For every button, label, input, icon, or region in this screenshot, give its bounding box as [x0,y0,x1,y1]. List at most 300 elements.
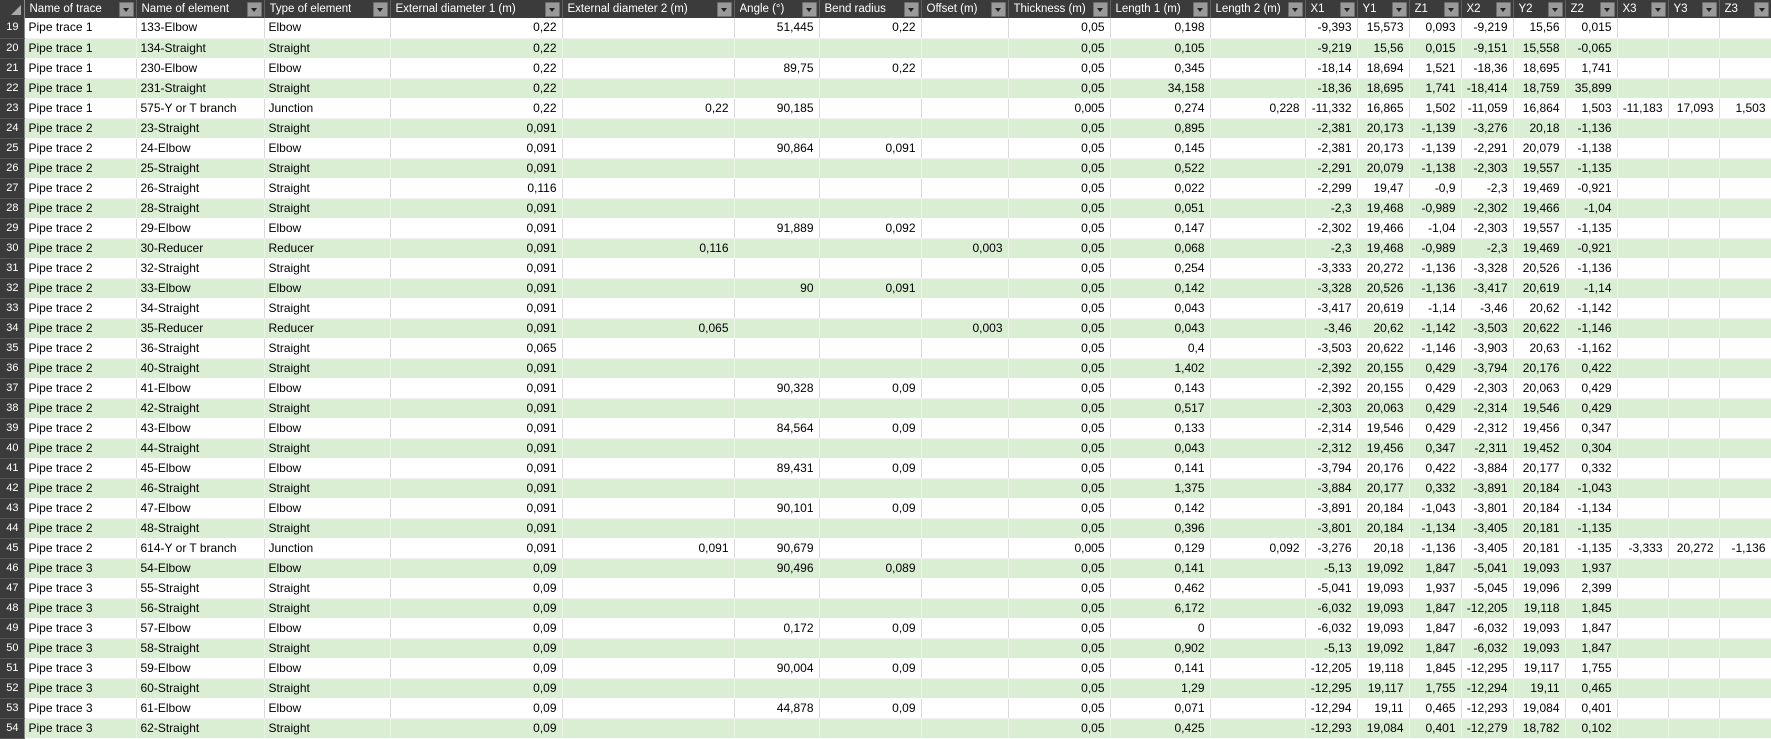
filter-dropdown-icon[interactable] [1651,2,1666,17]
cell-y3[interactable] [1668,198,1719,218]
cell-z3[interactable] [1719,498,1771,518]
cell-length-1-m[interactable]: 6,172 [1110,598,1210,618]
cell-angle[interactable] [734,718,819,738]
cell-z2[interactable]: -1,136 [1565,118,1617,138]
cell-offset-m[interactable] [921,658,1008,678]
cell-z3[interactable] [1719,598,1771,618]
row-number[interactable]: 21 [0,58,24,78]
cell-y2[interactable]: 20,063 [1513,378,1565,398]
cell-z1[interactable]: 0,429 [1409,358,1461,378]
cell-offset-m[interactable] [921,558,1008,578]
cell-x2[interactable]: -18,36 [1461,58,1513,78]
cell-length-2-m[interactable] [1210,698,1305,718]
cell-y3[interactable] [1668,718,1719,738]
cell-y1[interactable]: 18,694 [1357,58,1409,78]
cell-type-of-element[interactable]: Straight [264,678,390,698]
cell-length-2-m[interactable] [1210,498,1305,518]
cell-y1[interactable]: 19,093 [1357,598,1409,618]
filter-dropdown-icon[interactable] [1340,2,1355,17]
cell-external-diameter-2-m[interactable] [562,358,734,378]
cell-x1[interactable]: -5,13 [1305,638,1357,658]
cell-bend-radius[interactable] [819,98,921,118]
cell-y2[interactable]: 20,619 [1513,278,1565,298]
cell-name-of-element[interactable]: 134-Straight [136,38,264,58]
cell-x2[interactable]: -3,328 [1461,258,1513,278]
cell-z1[interactable]: 1,502 [1409,98,1461,118]
cell-thickness-m[interactable]: 0,05 [1008,178,1110,198]
cell-angle[interactable] [734,518,819,538]
cell-bend-radius[interactable] [819,518,921,538]
cell-thickness-m[interactable]: 0,05 [1008,18,1110,38]
cell-z3[interactable] [1719,378,1771,398]
cell-y1[interactable]: 20,155 [1357,358,1409,378]
cell-y1[interactable]: 19,084 [1357,718,1409,738]
cell-length-2-m[interactable] [1210,478,1305,498]
cell-y3[interactable] [1668,278,1719,298]
cell-z1[interactable]: -1,134 [1409,518,1461,538]
cell-x3[interactable] [1617,598,1668,618]
cell-length-1-m[interactable]: 0,133 [1110,418,1210,438]
cell-thickness-m[interactable]: 0,05 [1008,158,1110,178]
cell-z3[interactable] [1719,318,1771,338]
cell-x1[interactable]: -2,291 [1305,158,1357,178]
cell-length-1-m[interactable]: 0,425 [1110,718,1210,738]
cell-type-of-element[interactable]: Elbow [264,658,390,678]
cell-x1[interactable]: -2,303 [1305,398,1357,418]
cell-offset-m[interactable] [921,618,1008,638]
cell-type-of-element[interactable]: Straight [264,298,390,318]
cell-y1[interactable]: 20,173 [1357,138,1409,158]
cell-y2[interactable]: 19,096 [1513,578,1565,598]
row-number[interactable]: 39 [0,418,24,438]
cell-type-of-element[interactable]: Straight [264,338,390,358]
cell-y1[interactable]: 20,155 [1357,378,1409,398]
cell-name-of-element[interactable]: 43-Elbow [136,418,264,438]
cell-length-1-m[interactable]: 0,198 [1110,18,1210,38]
cell-offset-m[interactable] [921,198,1008,218]
cell-external-diameter-1-m[interactable]: 0,116 [390,178,562,198]
cell-type-of-element[interactable]: Straight [264,158,390,178]
cell-bend-radius[interactable] [819,358,921,378]
row-number[interactable]: 26 [0,158,24,178]
cell-y3[interactable] [1668,438,1719,458]
cell-bend-radius[interactable]: 0,09 [819,658,921,678]
cell-name-of-element[interactable]: 30-Reducer [136,238,264,258]
row-number[interactable]: 46 [0,558,24,578]
cell-name-of-element[interactable]: 29-Elbow [136,218,264,238]
cell-z3[interactable] [1719,438,1771,458]
row-number[interactable]: 54 [0,718,24,738]
cell-type-of-element[interactable]: Junction [264,538,390,558]
cell-x3[interactable] [1617,578,1668,598]
cell-external-diameter-2-m[interactable] [562,718,734,738]
cell-y3[interactable] [1668,478,1719,498]
cell-length-1-m[interactable]: 0,902 [1110,638,1210,658]
cell-z2[interactable]: 1,847 [1565,638,1617,658]
row-number[interactable]: 30 [0,238,24,258]
cell-x3[interactable] [1617,118,1668,138]
cell-angle[interactable] [734,38,819,58]
cell-name-of-trace[interactable]: Pipe trace 2 [24,178,136,198]
cell-name-of-trace[interactable]: Pipe trace 2 [24,118,136,138]
cell-x1[interactable]: -2,302 [1305,218,1357,238]
cell-y2[interactable]: 20,176 [1513,358,1565,378]
cell-y2[interactable]: 20,177 [1513,458,1565,478]
cell-length-2-m[interactable] [1210,458,1305,478]
cell-offset-m[interactable] [921,38,1008,58]
cell-length-1-m[interactable]: 0,141 [1110,558,1210,578]
cell-x1[interactable]: -3,884 [1305,478,1357,498]
cell-y2[interactable]: 16,864 [1513,98,1565,118]
row-number[interactable]: 50 [0,638,24,658]
cell-name-of-trace[interactable]: Pipe trace 2 [24,418,136,438]
cell-thickness-m[interactable]: 0,05 [1008,438,1110,458]
cell-z3[interactable] [1719,698,1771,718]
cell-offset-m[interactable] [921,98,1008,118]
cell-z2[interactable]: -1,135 [1565,518,1617,538]
cell-angle[interactable] [734,338,819,358]
cell-z1[interactable]: 1,847 [1409,638,1461,658]
cell-thickness-m[interactable]: 0,05 [1008,518,1110,538]
cell-bend-radius[interactable] [819,318,921,338]
cell-z3[interactable] [1719,58,1771,78]
cell-angle[interactable]: 90,496 [734,558,819,578]
filter-dropdown-icon[interactable] [1754,2,1769,17]
cell-offset-m[interactable] [921,278,1008,298]
cell-external-diameter-1-m[interactable]: 0,091 [390,258,562,278]
cell-length-1-m[interactable]: 0,043 [1110,298,1210,318]
cell-length-1-m[interactable]: 0,071 [1110,698,1210,718]
cell-external-diameter-1-m[interactable]: 0,09 [390,638,562,658]
cell-z3[interactable] [1719,18,1771,38]
cell-bend-radius[interactable] [819,718,921,738]
cell-thickness-m[interactable]: 0,05 [1008,38,1110,58]
cell-z1[interactable]: 0,347 [1409,438,1461,458]
cell-x1[interactable]: -18,14 [1305,58,1357,78]
cell-length-1-m[interactable]: 0,147 [1110,218,1210,238]
cell-x1[interactable]: -3,891 [1305,498,1357,518]
cell-x1[interactable]: -3,503 [1305,338,1357,358]
cell-x3[interactable] [1617,418,1668,438]
cell-external-diameter-1-m[interactable]: 0,091 [390,318,562,338]
cell-type-of-element[interactable]: Straight [264,118,390,138]
cell-length-2-m[interactable] [1210,718,1305,738]
cell-y3[interactable] [1668,578,1719,598]
cell-length-2-m[interactable] [1210,58,1305,78]
cell-external-diameter-1-m[interactable]: 0,091 [390,138,562,158]
cell-y3[interactable] [1668,338,1719,358]
cell-name-of-element[interactable]: 59-Elbow [136,658,264,678]
cell-y2[interactable]: 19,11 [1513,678,1565,698]
cell-bend-radius[interactable]: 0,09 [819,458,921,478]
cell-z2[interactable]: 0,429 [1565,398,1617,418]
cell-z2[interactable]: 0,422 [1565,358,1617,378]
cell-z2[interactable]: 0,401 [1565,698,1617,718]
cell-name-of-element[interactable]: 40-Straight [136,358,264,378]
cell-z2[interactable]: 1,845 [1565,598,1617,618]
cell-length-1-m[interactable]: 0,043 [1110,438,1210,458]
cell-z1[interactable]: 0,429 [1409,418,1461,438]
cell-length-1-m[interactable]: 1,375 [1110,478,1210,498]
cell-name-of-element[interactable]: 24-Elbow [136,138,264,158]
cell-z3[interactable]: -1,136 [1719,538,1771,558]
cell-z2[interactable]: 1,847 [1565,618,1617,638]
cell-y1[interactable]: 19,546 [1357,418,1409,438]
cell-length-1-m[interactable]: 0,274 [1110,98,1210,118]
cell-type-of-element[interactable]: Straight [264,478,390,498]
cell-x1[interactable]: -2,392 [1305,358,1357,378]
cell-length-1-m[interactable]: 0 [1110,618,1210,638]
cell-name-of-trace[interactable]: Pipe trace 2 [24,358,136,378]
cell-external-diameter-1-m[interactable]: 0,091 [390,538,562,558]
row-number[interactable]: 40 [0,438,24,458]
cell-type-of-element[interactable]: Elbow [264,218,390,238]
cell-length-2-m[interactable] [1210,18,1305,38]
cell-thickness-m[interactable]: 0,05 [1008,598,1110,618]
cell-x3[interactable] [1617,458,1668,478]
cell-offset-m[interactable]: 0,003 [921,318,1008,338]
cell-length-1-m[interactable]: 0,068 [1110,238,1210,258]
row-number[interactable]: 23 [0,98,24,118]
cell-bend-radius[interactable]: 0,091 [819,278,921,298]
column-header-length-1-m[interactable] [1110,0,1210,18]
cell-offset-m[interactable] [921,518,1008,538]
cell-x2[interactable]: -5,041 [1461,558,1513,578]
cell-y1[interactable]: 20,526 [1357,278,1409,298]
cell-angle[interactable] [734,678,819,698]
cell-z3[interactable] [1719,678,1771,698]
cell-length-2-m[interactable] [1210,278,1305,298]
cell-length-2-m[interactable] [1210,398,1305,418]
cell-y1[interactable]: 19,456 [1357,438,1409,458]
row-number[interactable]: 49 [0,618,24,638]
cell-bend-radius[interactable] [819,158,921,178]
cell-name-of-element[interactable]: 48-Straight [136,518,264,538]
cell-y1[interactable]: 20,622 [1357,338,1409,358]
cell-length-1-m[interactable]: 0,022 [1110,178,1210,198]
cell-x1[interactable]: -3,46 [1305,318,1357,338]
cell-z1[interactable]: -1,14 [1409,298,1461,318]
cell-x1[interactable]: -12,205 [1305,658,1357,678]
cell-external-diameter-1-m[interactable]: 0,091 [390,458,562,478]
cell-name-of-trace[interactable]: Pipe trace 3 [24,598,136,618]
cell-name-of-element[interactable]: 28-Straight [136,198,264,218]
cell-thickness-m[interactable]: 0,05 [1008,378,1110,398]
cell-length-1-m[interactable]: 0,4 [1110,338,1210,358]
cell-y2[interactable]: 20,63 [1513,338,1565,358]
cell-x1[interactable]: -2,299 [1305,178,1357,198]
row-number[interactable]: 38 [0,398,24,418]
cell-name-of-element[interactable]: 25-Straight [136,158,264,178]
cell-y1[interactable]: 16,865 [1357,98,1409,118]
cell-y3[interactable] [1668,598,1719,618]
cell-z3[interactable] [1719,118,1771,138]
cell-external-diameter-2-m[interactable] [562,298,734,318]
cell-name-of-trace[interactable]: Pipe trace 3 [24,638,136,658]
cell-z2[interactable]: -1,135 [1565,158,1617,178]
cell-name-of-trace[interactable]: Pipe trace 2 [24,478,136,498]
cell-thickness-m[interactable]: 0,05 [1008,358,1110,378]
column-header-external-diameter-2-m[interactable] [562,0,734,18]
cell-x2[interactable]: -12,293 [1461,698,1513,718]
cell-type-of-element[interactable]: Straight [264,38,390,58]
cell-thickness-m[interactable]: 0,005 [1008,98,1110,118]
cell-y2[interactable]: 20,184 [1513,498,1565,518]
cell-thickness-m[interactable]: 0,05 [1008,638,1110,658]
cell-z3[interactable] [1719,298,1771,318]
cell-name-of-element[interactable]: 575-Y or T branch [136,98,264,118]
column-header-type-of-element[interactable] [264,0,390,18]
cell-y2[interactable]: 20,181 [1513,538,1565,558]
cell-name-of-element[interactable]: 56-Straight [136,598,264,618]
cell-y1[interactable]: 20,272 [1357,258,1409,278]
cell-external-diameter-2-m[interactable] [562,178,734,198]
cell-angle[interactable] [734,78,819,98]
cell-x2[interactable]: -18,414 [1461,78,1513,98]
cell-x2[interactable]: -12,205 [1461,598,1513,618]
cell-x1[interactable]: -9,393 [1305,18,1357,38]
cell-z3[interactable] [1719,658,1771,678]
cell-z2[interactable]: -1,043 [1565,478,1617,498]
cell-y3[interactable] [1668,678,1719,698]
cell-length-1-m[interactable]: 0,051 [1110,198,1210,218]
cell-x3[interactable] [1617,358,1668,378]
cell-name-of-element[interactable]: 45-Elbow [136,458,264,478]
cell-y2[interactable]: 20,184 [1513,478,1565,498]
cell-z2[interactable]: -1,134 [1565,498,1617,518]
cell-y2[interactable]: 18,695 [1513,58,1565,78]
cell-external-diameter-1-m[interactable]: 0,091 [390,278,562,298]
cell-x3[interactable] [1617,638,1668,658]
filter-dropdown-icon[interactable] [1702,2,1717,17]
cell-external-diameter-1-m[interactable]: 0,22 [390,58,562,78]
row-number[interactable]: 19 [0,18,24,38]
cell-angle[interactable] [734,258,819,278]
cell-y3[interactable] [1668,458,1719,478]
cell-name-of-element[interactable]: 60-Straight [136,678,264,698]
cell-name-of-trace[interactable]: Pipe trace 3 [24,558,136,578]
cell-x3[interactable] [1617,498,1668,518]
cell-x1[interactable]: -2,392 [1305,378,1357,398]
column-header-length-2-m[interactable] [1210,0,1305,18]
cell-y2[interactable]: 20,526 [1513,258,1565,278]
filter-dropdown-icon[interactable] [904,2,919,17]
cell-length-1-m[interactable]: 0,145 [1110,138,1210,158]
cell-length-2-m[interactable]: 0,228 [1210,98,1305,118]
cell-length-1-m[interactable]: 0,345 [1110,58,1210,78]
cell-bend-radius[interactable] [819,258,921,278]
cell-z1[interactable]: 0,332 [1409,478,1461,498]
cell-y1[interactable]: 19,11 [1357,698,1409,718]
row-number[interactable]: 24 [0,118,24,138]
cell-y3[interactable] [1668,18,1719,38]
cell-y2[interactable]: 19,466 [1513,198,1565,218]
cell-z3[interactable] [1719,338,1771,358]
cell-x3[interactable] [1617,718,1668,738]
cell-x3[interactable] [1617,658,1668,678]
cell-x2[interactable]: -2,311 [1461,438,1513,458]
row-number[interactable]: 32 [0,278,24,298]
cell-x2[interactable]: -3,503 [1461,318,1513,338]
cell-external-diameter-2-m[interactable] [562,478,734,498]
filter-dropdown-icon[interactable] [1548,2,1563,17]
cell-type-of-element[interactable]: Reducer [264,318,390,338]
cell-external-diameter-2-m[interactable] [562,438,734,458]
cell-x2[interactable]: -2,303 [1461,378,1513,398]
cell-name-of-element[interactable]: 61-Elbow [136,698,264,718]
cell-external-diameter-1-m[interactable]: 0,091 [390,418,562,438]
cell-angle[interactable] [734,638,819,658]
cell-y1[interactable]: 19,093 [1357,618,1409,638]
filter-dropdown-icon[interactable] [1392,2,1407,17]
column-header-bend-radius[interactable] [819,0,921,18]
cell-z1[interactable]: 1,755 [1409,678,1461,698]
cell-length-2-m[interactable] [1210,378,1305,398]
cell-name-of-trace[interactable]: Pipe trace 2 [24,538,136,558]
cell-x1[interactable]: -2,381 [1305,118,1357,138]
cell-length-2-m[interactable]: 0,092 [1210,538,1305,558]
cell-angle[interactable] [734,318,819,338]
cell-z1[interactable]: -1,04 [1409,218,1461,238]
cell-x1[interactable]: -5,13 [1305,558,1357,578]
cell-length-1-m[interactable]: 34,158 [1110,78,1210,98]
cell-z1[interactable]: 0,429 [1409,398,1461,418]
cell-type-of-element[interactable]: Straight [264,518,390,538]
cell-length-1-m[interactable]: 0,142 [1110,498,1210,518]
cell-x3[interactable] [1617,258,1668,278]
cell-external-diameter-1-m[interactable]: 0,09 [390,578,562,598]
cell-y3[interactable] [1668,618,1719,638]
cell-name-of-element[interactable]: 62-Straight [136,718,264,738]
cell-z1[interactable]: 1,741 [1409,78,1461,98]
cell-z3[interactable] [1719,158,1771,178]
cell-angle[interactable] [734,198,819,218]
cell-external-diameter-2-m[interactable] [562,138,734,158]
cell-offset-m[interactable] [921,358,1008,378]
cell-z3[interactable] [1719,258,1771,278]
cell-y3[interactable] [1668,518,1719,538]
cell-type-of-element[interactable]: Elbow [264,618,390,638]
cell-x2[interactable]: -2,302 [1461,198,1513,218]
cell-name-of-trace[interactable]: Pipe trace 3 [24,578,136,598]
cell-x3[interactable] [1617,238,1668,258]
cell-x2[interactable]: -3,405 [1461,518,1513,538]
cell-x1[interactable]: -3,801 [1305,518,1357,538]
cell-length-1-m[interactable]: 0,142 [1110,278,1210,298]
cell-bend-radius[interactable] [819,78,921,98]
cell-x2[interactable]: -2,3 [1461,238,1513,258]
cell-z2[interactable]: -0,065 [1565,38,1617,58]
cell-external-diameter-2-m[interactable] [562,198,734,218]
cell-external-diameter-2-m[interactable]: 0,091 [562,538,734,558]
cell-z3[interactable]: 1,503 [1719,98,1771,118]
cell-thickness-m[interactable]: 0,05 [1008,338,1110,358]
cell-y2[interactable]: 20,079 [1513,138,1565,158]
cell-x1[interactable]: -3,328 [1305,278,1357,298]
cell-type-of-element[interactable]: Reducer [264,238,390,258]
cell-length-1-m[interactable]: 0,141 [1110,658,1210,678]
filter-dropdown-icon[interactable] [119,2,134,17]
cell-length-2-m[interactable] [1210,218,1305,238]
cell-name-of-trace[interactable]: Pipe trace 1 [24,78,136,98]
cell-type-of-element[interactable]: Straight [264,198,390,218]
cell-external-diameter-1-m[interactable]: 0,091 [390,398,562,418]
row-number[interactable]: 45 [0,538,24,558]
cell-bend-radius[interactable]: 0,09 [819,698,921,718]
cell-y1[interactable]: 20,063 [1357,398,1409,418]
cell-angle[interactable]: 90 [734,278,819,298]
cell-type-of-element[interactable]: Elbow [264,58,390,78]
